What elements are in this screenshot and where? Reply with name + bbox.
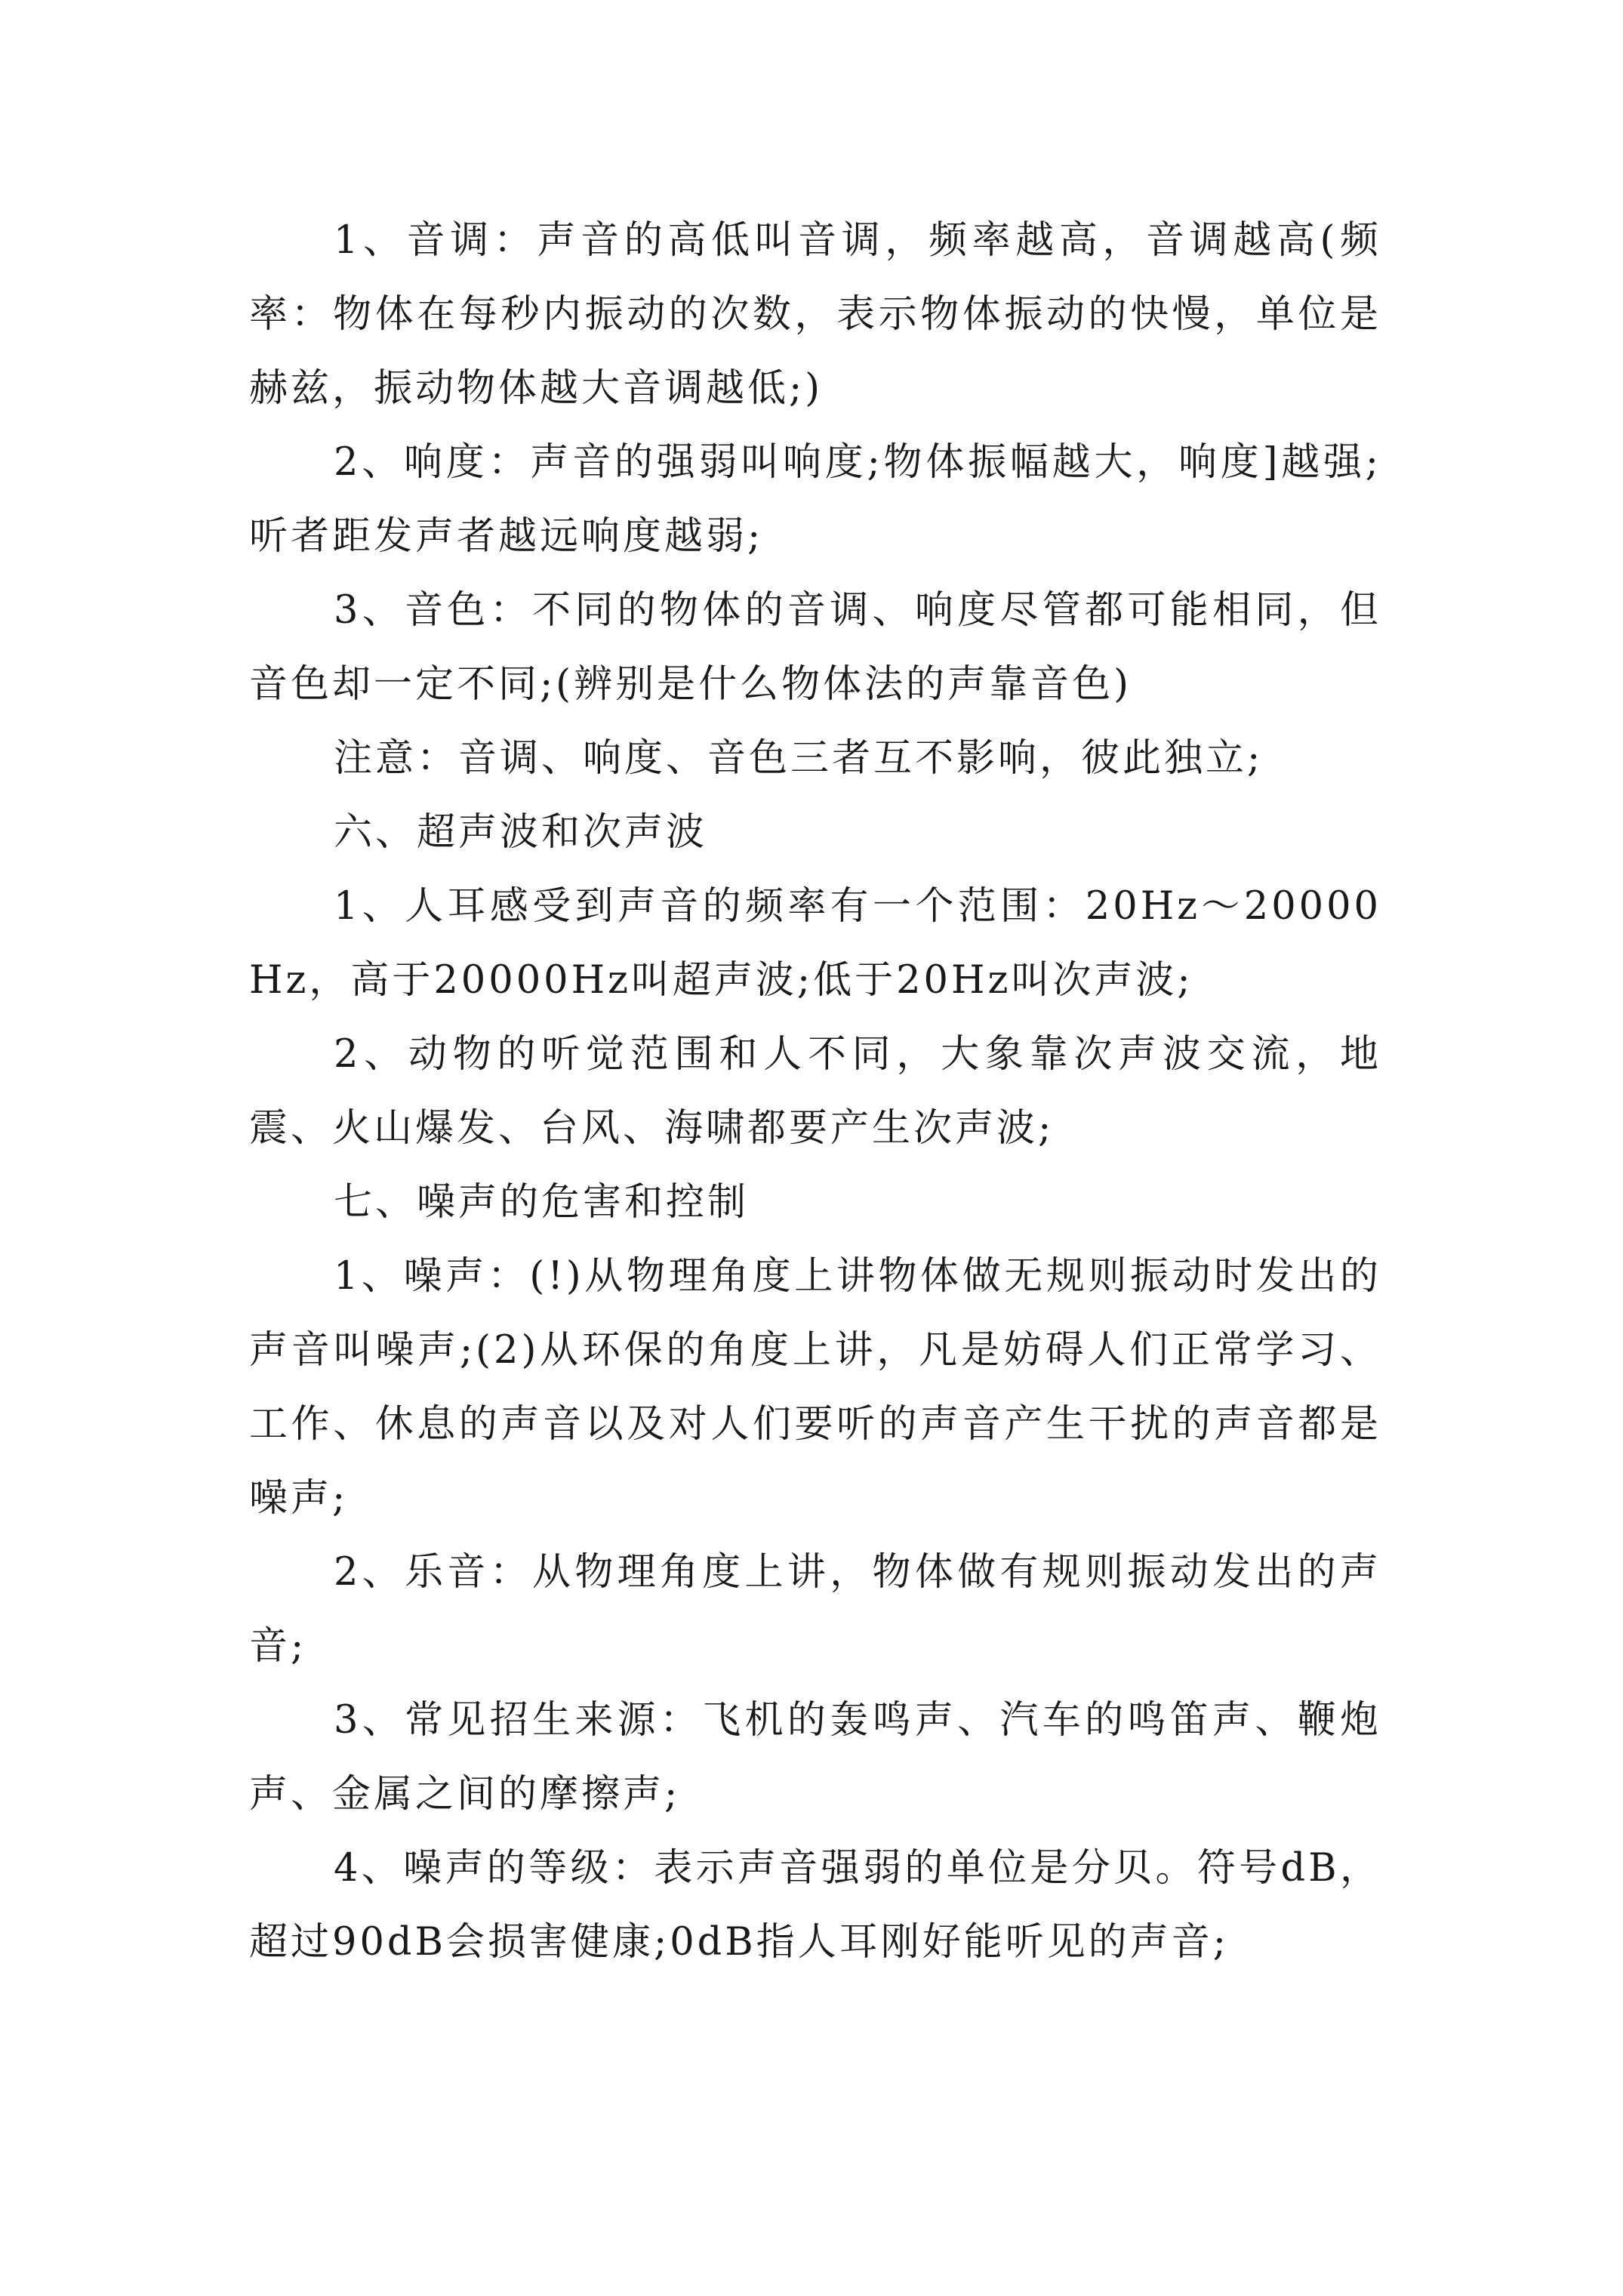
section-heading-ultrasound: 六、超声波和次声波 [334,810,708,855]
paragraph-noise-level: 4、噪声的等级：表示声音强弱的单位是分贝。符号dB，超过90dB会损害健康;0dB指人耳刚好能听见的声音; [249,1846,1381,1965]
paragraph-musical-sound: 2、乐音：从物理角度上讲，物体做有规则振动发出的声音; [249,1550,1381,1669]
paragraph-hearing-range: 1、人耳感受到声音的频率有一个范围：20Hz～20000Hz，高于20000Hz叫超声波;低于20Hz叫次声波; [249,884,1381,1003]
paragraph-loudness: 2、响度：声音的强弱叫响度;物体振幅越大，响度]越强;听者距发声者越远响度越弱; [249,440,1381,559]
paragraph-pitch: 1、音调：声音的高低叫音调，频率越高，音调越高(频率：物体在每秒内振动的次数，表示物体振动的快慢，单位是赫兹，振动物体越大音调越低;) [249,218,1381,411]
document-body [249,204,1381,1980]
paragraph-note: 注意：音调、响度、音色三者互不影响，彼此独立; [334,736,1264,781]
paragraph-noise-definition: 1、噪声：(!)从物理角度上讲物体做无规则振动时发出的声音叫噪声;(2)从环保的角度上讲，凡是妨碍人们正常学习、工作、休息的声音以及对人们要听的声音产生干扰的声音都是噪声; [249,1254,1381,1521]
paragraph-timbre: 3、音色：不同的物体的音调、响度尽管都可能相同，但音色却一定不同;(辨别是什么物体法的声靠音色) [249,588,1381,707]
paragraph-animal-hearing: 2、动物的听觉范围和人不同，大象靠次声波交流，地震、火山爆发、台风、海啸都要产生次声波; [249,1032,1381,1151]
paragraph-noise-sources: 3、常见招生来源：飞机的轰鸣声、汽车的鸣笛声、鞭炮声、金属之间的摩擦声; [249,1698,1381,1817]
section-heading-noise: 七、噪声的危害和控制 [334,1180,750,1225]
